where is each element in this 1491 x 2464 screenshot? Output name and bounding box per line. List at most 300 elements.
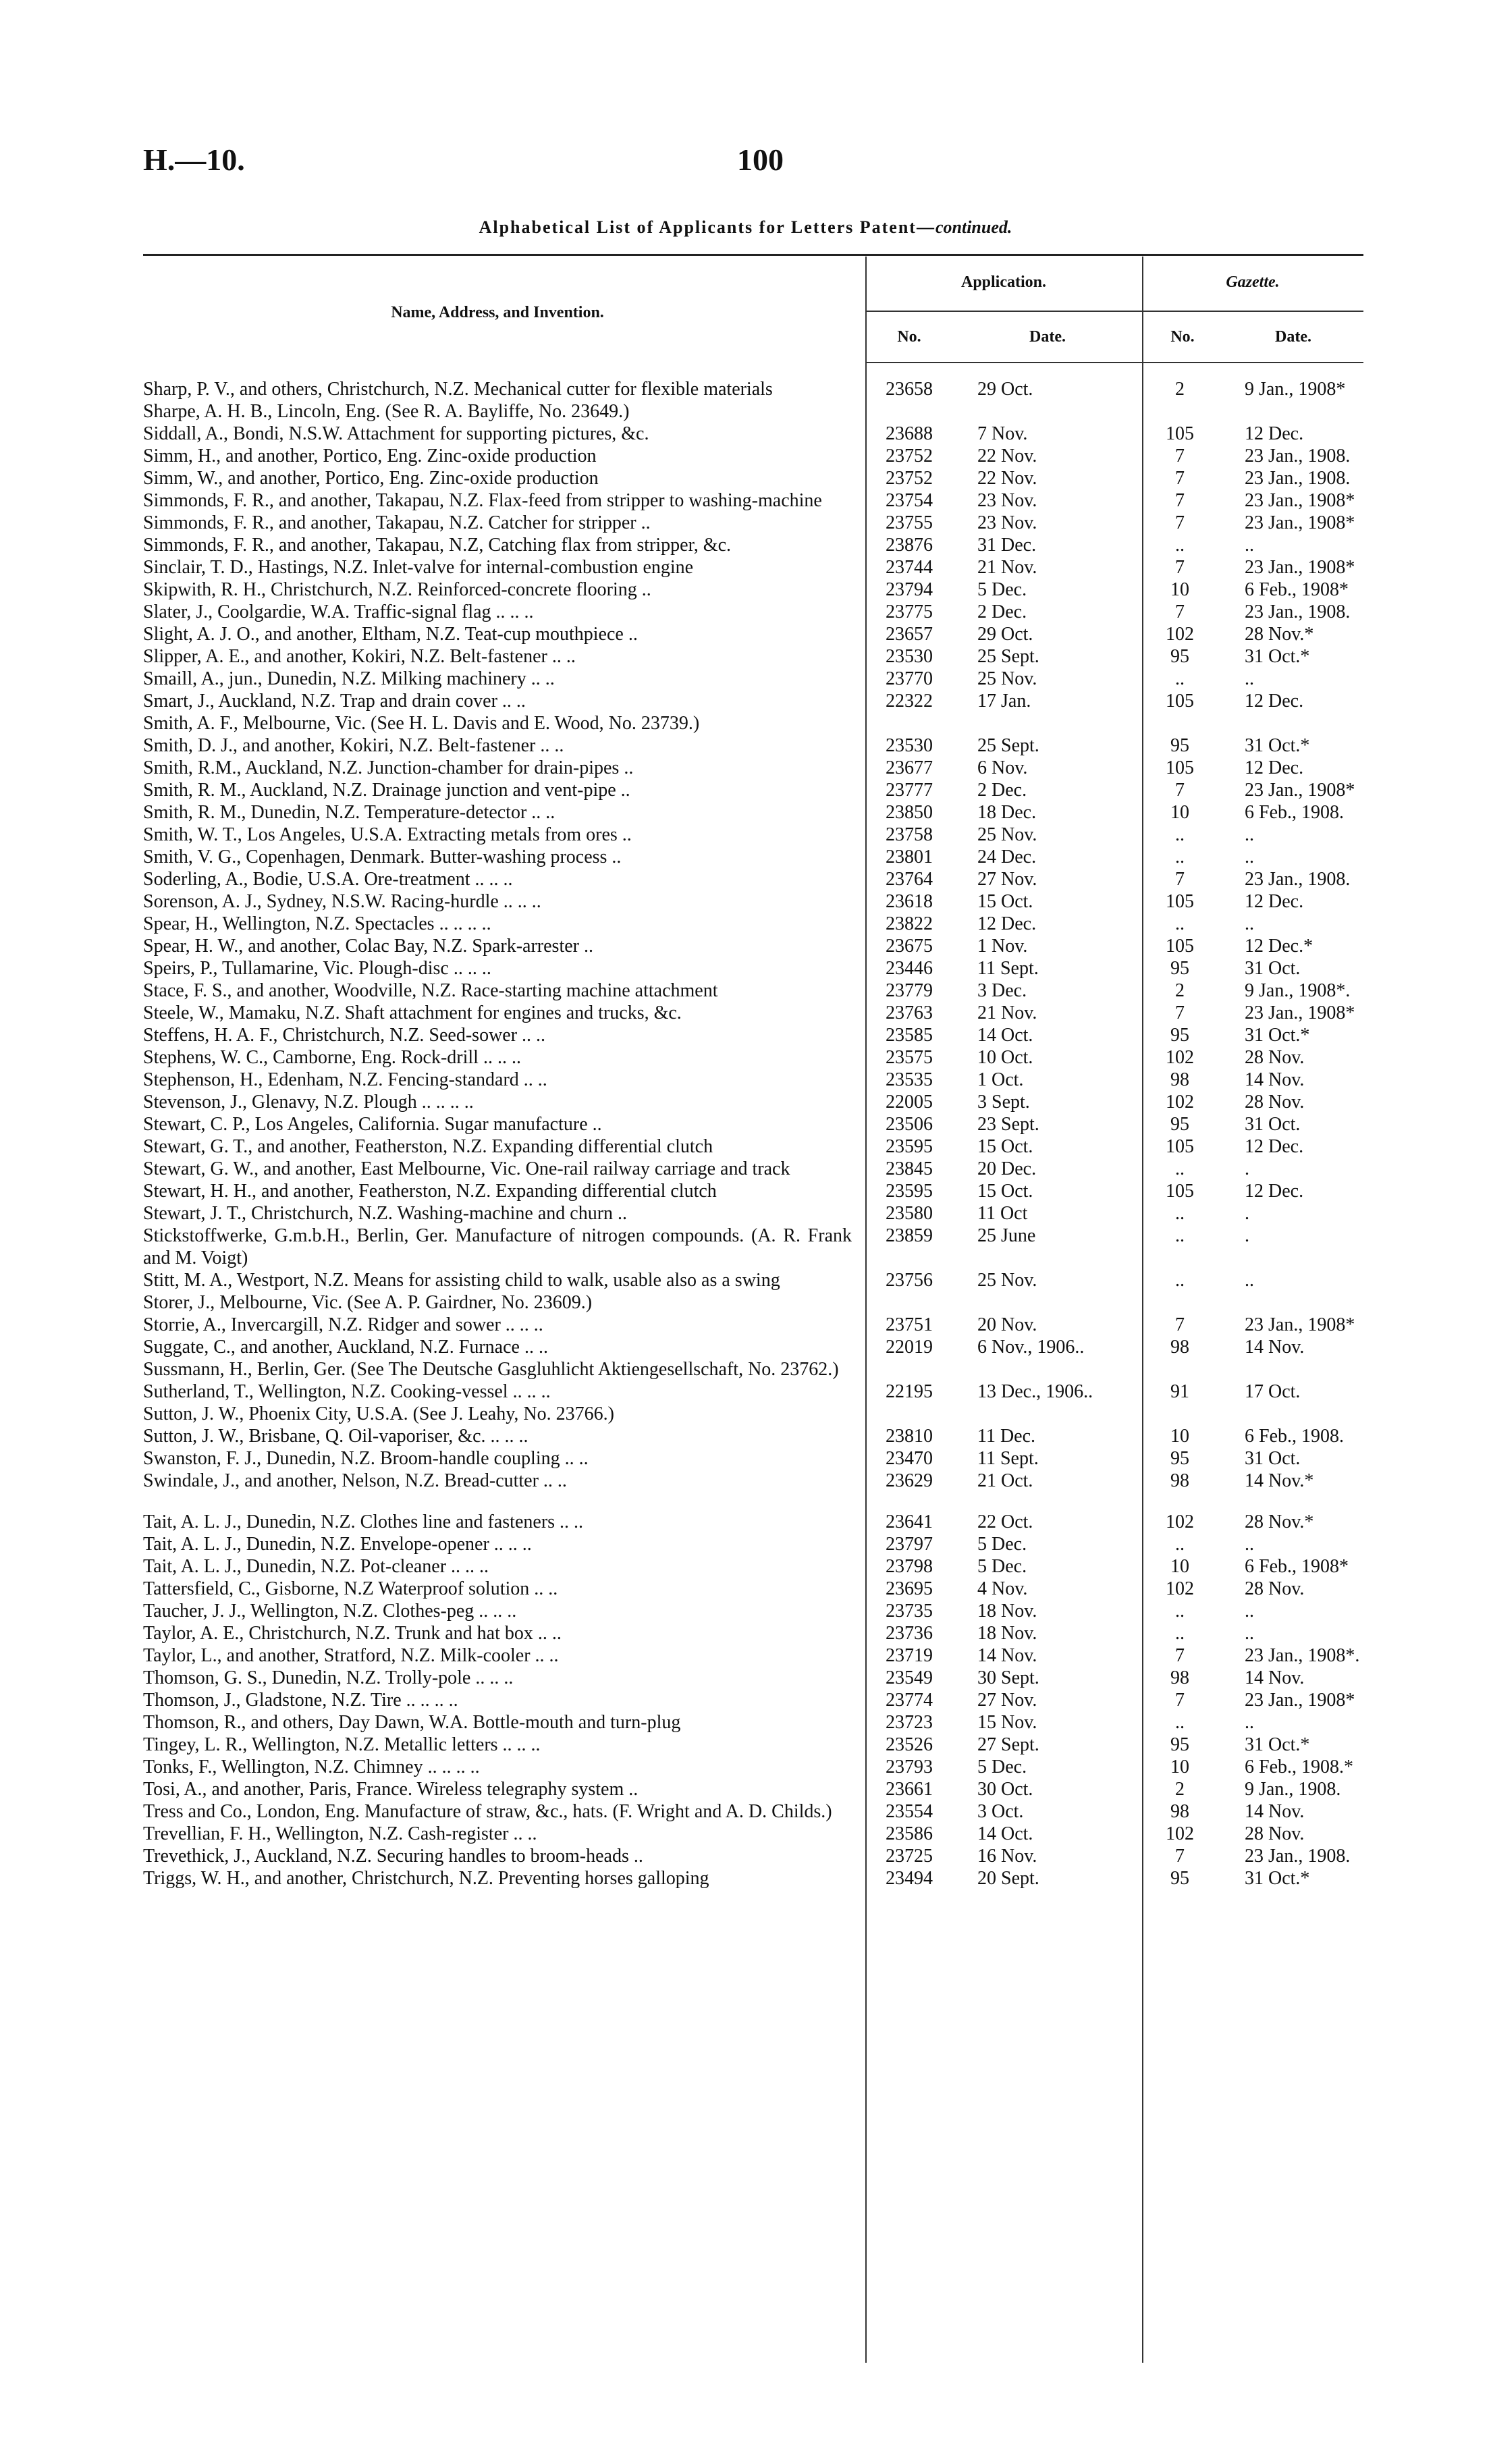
table-row xyxy=(143,623,1412,645)
table-row xyxy=(143,1269,1412,1291)
applicant-name-cell: Steffens, H. A. F., Christchurch, N.Z. Seed-sower .. .. xyxy=(143,1025,546,1046)
gazette-date-cell: 31 Oct.* xyxy=(1245,1868,1310,1889)
table-row xyxy=(143,423,1412,445)
application-date-cell: 22 Nov. xyxy=(977,446,1037,466)
application-number-cell xyxy=(865,400,953,423)
gazette-date-cell: . xyxy=(1245,1203,1249,1224)
gazette-number-cell: 95 xyxy=(1170,646,1189,667)
gazette-number-cell xyxy=(1139,1492,1220,1511)
table-row xyxy=(143,1600,1412,1622)
table-row xyxy=(143,556,1412,579)
gazette-number-cell: 102 xyxy=(1166,624,1194,645)
gazette-date-cell: .. xyxy=(1245,535,1254,556)
gazette-number-cell xyxy=(1139,1403,1220,1425)
applicant-name-cell: Stevenson, J., Glenavy, N.Z. Plough .. .. .. .. xyxy=(143,1092,474,1113)
gazette-date-cell: 6 Feb., 1908. xyxy=(1245,802,1344,823)
application-number-cell: 22322 xyxy=(886,691,933,712)
application-number-cell: 23735 xyxy=(886,1601,933,1622)
table-row xyxy=(143,980,1412,1002)
application-date-cell xyxy=(953,1403,1139,1425)
gazette-number-cell: 98 xyxy=(1170,1069,1189,1090)
application-date-cell: 7 Nov. xyxy=(977,423,1028,444)
table-row xyxy=(143,378,1412,400)
column-header-gazette: Gazette. xyxy=(1226,273,1280,291)
application-number-cell: 23657 xyxy=(886,624,933,645)
application-date-cell: 30 Sept. xyxy=(977,1667,1039,1688)
gazette-date-cell: 23 Jan., 1908* xyxy=(1245,780,1355,801)
application-number-cell: 23629 xyxy=(886,1470,933,1491)
table-row xyxy=(143,1470,1412,1492)
application-date-cell: 2 Dec. xyxy=(977,601,1027,622)
table-row xyxy=(143,1381,1412,1403)
column-header-gaz-date: Date. xyxy=(1275,328,1311,346)
application-number-cell: 23751 xyxy=(886,1314,933,1335)
application-number-cell: 23758 xyxy=(886,824,933,845)
gazette-date-cell: .. xyxy=(1245,847,1254,867)
gazette-number-cell: .. xyxy=(1175,535,1185,556)
gazette-date-cell xyxy=(1220,712,1412,734)
applicant-name-cell: Stephenson, H., Edenham, N.Z. Fencing-standard .. .. xyxy=(143,1069,547,1090)
column-header-app-date: Date. xyxy=(1029,328,1066,346)
application-number-cell: 23586 xyxy=(886,1823,933,1844)
application-date-cell: 15 Oct. xyxy=(977,1181,1033,1202)
application-number-cell: 23736 xyxy=(886,1623,933,1644)
application-number-cell: 23695 xyxy=(886,1578,933,1599)
gazette-date-cell xyxy=(1220,1291,1412,1314)
application-date-cell: 23 Sept. xyxy=(977,1114,1039,1135)
applicant-name-cell: Spear, H. W., and another, Colac Bay, N.Z. Spark-arrester .. xyxy=(143,936,593,957)
applicant-name-cell: Stewart, C. P., Los Angeles, California. Sugar manufacture .. xyxy=(143,1114,602,1135)
application-number-cell: 23794 xyxy=(886,579,933,600)
gazette-date-cell: 28 Nov. xyxy=(1245,1578,1305,1599)
column-header-app-no: No. xyxy=(897,328,921,346)
application-number-cell: 23526 xyxy=(886,1734,933,1755)
application-date-cell: 5 Dec. xyxy=(977,579,1027,600)
application-number-cell: 23723 xyxy=(886,1712,933,1733)
application-number-cell: 23770 xyxy=(886,668,933,689)
application-date-cell: 20 Sept. xyxy=(977,1868,1039,1889)
gazette-number-cell: 91 xyxy=(1170,1381,1189,1402)
applicant-name-cell: Stewart, G. T., and another, Featherston, N.Z. Expanding differential clutch xyxy=(143,1136,713,1157)
gazette-number-cell: 95 xyxy=(1170,1025,1189,1046)
gazette-date-cell: 14 Nov. xyxy=(1245,1801,1305,1822)
application-date-cell: 3 Sept. xyxy=(977,1092,1030,1113)
application-number-cell: 23661 xyxy=(886,1779,933,1800)
gazette-number-cell: 7 xyxy=(1175,446,1185,466)
gazette-date-cell: 6 Feb., 1908* xyxy=(1245,1556,1349,1577)
application-number-cell: 23595 xyxy=(886,1136,933,1157)
gazette-date-cell: 12 Dec.* xyxy=(1245,936,1313,957)
gazette-number-cell: .. xyxy=(1175,1712,1185,1733)
applicant-name-cell: Simmonds, F. R., and another, Takapau, N.Z, Catching flax from stripper, &c. xyxy=(143,535,731,556)
application-date-cell: 20 Nov. xyxy=(977,1314,1037,1335)
gazette-number-cell: 98 xyxy=(1170,1470,1189,1491)
title-main: Alphabetical List of Applicants for Letters Patent— xyxy=(479,217,936,237)
table-row xyxy=(143,1778,1412,1800)
gazette-number-cell: 95 xyxy=(1170,958,1189,979)
application-number-cell: 23530 xyxy=(886,646,933,667)
application-number-cell: 23658 xyxy=(886,379,933,400)
gazette-date-cell: 23 Jan., 1908* xyxy=(1245,1690,1355,1711)
table-row xyxy=(143,1555,1412,1578)
applicant-name-cell: Taylor, A. E., Christchurch, N.Z. Trunk and hat box .. .. xyxy=(143,1623,562,1644)
gazette-date-cell: 6 Feb., 1908* xyxy=(1245,579,1349,600)
gazette-date-cell: 9 Jan., 1908*. xyxy=(1245,980,1351,1001)
gazette-date-cell: 6 Feb., 1908. xyxy=(1245,1426,1344,1447)
table-row xyxy=(143,690,1412,712)
table-row xyxy=(143,824,1412,846)
gazette-number-cell: 2 xyxy=(1175,379,1185,400)
application-date-cell: 15 Oct. xyxy=(977,891,1033,912)
applicant-name-cell: Stephens, W. C., Camborne, Eng. Rock-drill .. .. .. xyxy=(143,1047,521,1068)
applicant-name-cell: Simm, W., and another, Portico, Eng. Zinc-oxide production xyxy=(143,468,599,489)
table-row xyxy=(143,1291,1412,1314)
table-row xyxy=(143,1667,1412,1689)
gazette-date-cell xyxy=(1220,1492,1412,1511)
applicant-name-cell: Smith, R. M., Auckland, N.Z. Drainage junction and vent-pipe .. xyxy=(143,780,630,801)
gazette-number-cell: 7 xyxy=(1175,490,1185,511)
application-date-cell: 18 Nov. xyxy=(977,1601,1037,1622)
application-date-cell xyxy=(953,1358,1139,1381)
gazette-date-cell: 31 Oct.* xyxy=(1245,646,1310,667)
gazette-number-cell: .. xyxy=(1175,668,1185,689)
application-date-cell: 11 Sept. xyxy=(977,958,1039,979)
gazette-date-cell: 12 Dec. xyxy=(1245,1181,1304,1202)
gazette-date-cell: .. xyxy=(1245,824,1254,845)
applicant-name-cell: Smaill, A., jun., Dunedin, N.Z. Milking machinery .. .. xyxy=(143,668,555,689)
gazette-date-cell: .. xyxy=(1245,913,1254,934)
application-date-cell: 13 Dec., 1906.. xyxy=(977,1381,1093,1402)
table-row xyxy=(143,734,1412,757)
gazette-number-cell: 7 xyxy=(1175,468,1185,489)
gazette-number-cell: 7 xyxy=(1175,1645,1185,1666)
applicant-name-cell: Taucher, J. J., Wellington, N.Z. Clothes-peg .. .. .. xyxy=(143,1601,517,1622)
gazette-date-cell: 23 Jan., 1908. xyxy=(1245,1846,1351,1867)
table-row xyxy=(143,957,1412,980)
applicant-name-cell: Tattersfield, C., Gisborne, N.Z Waterproof solution .. .. xyxy=(143,1578,558,1599)
applicant-name-cell: Storer, J., Melbourne, Vic. (See A. P. Gairdner, No. 23609.) xyxy=(143,1292,593,1313)
applicant-name-cell: Smith, D. J., and another, Kokiri, N.Z. Belt-fastener .. .. xyxy=(143,735,564,756)
header-rule xyxy=(143,254,1363,256)
application-number-cell: 23774 xyxy=(886,1690,933,1711)
applicant-name-cell: Sharp, P. V., and others, Christchurch, N.Z. Mechanical cutter for flexible materials xyxy=(143,379,773,400)
application-date-cell: 31 Dec. xyxy=(977,535,1037,556)
gazette-number-cell: .. xyxy=(1175,824,1185,845)
application-date-cell: 14 Oct. xyxy=(977,1025,1033,1046)
gazette-number-cell: 102 xyxy=(1166,1047,1194,1068)
application-date-cell: 30 Oct. xyxy=(977,1779,1033,1800)
table-row xyxy=(143,1734,1412,1756)
application-date-cell: 15 Nov. xyxy=(977,1712,1037,1733)
application-number-cell: 23845 xyxy=(886,1158,933,1179)
page-title xyxy=(0,217,1491,238)
application-date-cell: 10 Oct. xyxy=(977,1047,1033,1068)
applicant-name-cell: Sharpe, A. H. B., Lincoln, Eng. (See R. A. Bayliffe, No. 23649.) xyxy=(143,401,630,422)
applicant-name-cell: Sutherland, T., Wellington, N.Z. Cooking-vessel .. .. .. xyxy=(143,1381,551,1402)
gazette-date-cell: .. xyxy=(1245,1623,1254,1644)
gazette-number-cell: 95 xyxy=(1170,735,1189,756)
application-date-cell: 11 Sept. xyxy=(977,1448,1039,1469)
gazette-date-cell: . xyxy=(1245,1158,1249,1179)
header-subrule xyxy=(1142,311,1363,312)
applicant-name-cell: Sussmann, H., Berlin, Ger. (See The Deutsche Gasgluhlicht Aktiengesellschaft, No. 23762.) xyxy=(143,1359,839,1380)
gazette-date-cell: 23 Jan., 1908. xyxy=(1245,601,1351,622)
applicant-name-cell: Storrie, A., Invercargill, N.Z. Ridger and sower .. .. .. xyxy=(143,1314,543,1335)
applicant-name-cell: Trevethick, J., Auckland, N.Z. Securing handles to broom-heads .. xyxy=(143,1846,643,1867)
gazette-date-cell: 23 Jan., 1908. xyxy=(1245,468,1351,489)
applicant-name-cell: Skipwith, R. H., Christchurch, N.Z. Reinforced-concrete flooring .. xyxy=(143,579,651,600)
gazette-date-cell: 23 Jan., 1908* xyxy=(1245,557,1355,578)
application-date-cell: 24 Dec. xyxy=(977,847,1037,867)
gazette-date-cell: .. xyxy=(1245,1534,1254,1555)
applicant-name-cell: Simmonds, F. R., and another, Takapau, N.Z. Flax-feed from stripper to washing-machine xyxy=(143,490,822,511)
gazette-date-cell: .. xyxy=(1245,668,1254,689)
application-number-cell: 23641 xyxy=(886,1511,933,1532)
applicant-name-cell: Smith, V. G., Copenhagen, Denmark. Butter-washing process .. xyxy=(143,847,622,867)
table-row xyxy=(143,1533,1412,1555)
table-row xyxy=(143,1403,1412,1425)
gazette-date-cell: .. xyxy=(1245,1601,1254,1622)
applicant-name-cell: Sutton, J. W., Phoenix City, U.S.A. (See J. Leahy, No. 23766.) xyxy=(143,1403,614,1424)
application-number-cell: 23850 xyxy=(886,802,933,823)
table-row xyxy=(143,601,1412,623)
applicant-name-cell: Stewart, G. W., and another, East Melbourne, Vic. One-rail railway carriage and track xyxy=(143,1158,790,1179)
application-date-cell: 12 Dec. xyxy=(977,913,1037,934)
gazette-number-cell: .. xyxy=(1175,913,1185,934)
application-date-cell: 14 Oct. xyxy=(977,1823,1033,1844)
application-number-cell: 23810 xyxy=(886,1426,933,1447)
gazette-date-cell: 28 Nov. xyxy=(1245,1823,1305,1844)
gazette-date-cell: 31 Oct. xyxy=(1245,1448,1301,1469)
table-row xyxy=(143,1158,1412,1180)
table-row xyxy=(143,1711,1412,1734)
gazette-date-cell xyxy=(1220,1403,1412,1425)
applicant-name-cell: Swanston, F. J., Dunedin, N.Z. Broom-handle coupling .. .. xyxy=(143,1448,589,1469)
table-row xyxy=(143,1845,1412,1867)
gazette-date-cell: 28 Nov. xyxy=(1245,1047,1305,1068)
application-number-cell: 22195 xyxy=(886,1381,933,1402)
gazette-number-cell: 2 xyxy=(1175,1779,1185,1800)
application-date-cell: 15 Oct. xyxy=(977,1136,1033,1157)
table-row xyxy=(143,1091,1412,1113)
applicant-name-cell: Steele, W., Mamaku, N.Z. Shaft attachment for engines and trucks, &c. xyxy=(143,1002,682,1023)
applicant-name-cell: Sorenson, A. J., Sydney, N.S.W. Racing-hurdle .. .. .. xyxy=(143,891,541,912)
gazette-date-cell: 28 Nov.* xyxy=(1245,1511,1314,1532)
gazette-date-cell: 12 Dec. xyxy=(1245,1136,1304,1157)
gazette-date-cell: . xyxy=(1245,1225,1249,1246)
gazette-number-cell: 105 xyxy=(1166,423,1194,444)
gazette-number-cell: .. xyxy=(1175,1203,1185,1224)
applicant-name-cell: Trevellian, F. H., Wellington, N.Z. Cash-register .. .. xyxy=(143,1823,537,1844)
applicant-name-cell: Tait, A. L. J., Dunedin, N.Z. Clothes line and fasteners .. .. xyxy=(143,1511,584,1532)
gazette-date-cell xyxy=(1220,1358,1412,1381)
table-row xyxy=(143,1135,1412,1158)
application-number-cell: 23580 xyxy=(886,1203,933,1224)
applicant-name-cell: Tait, A. L. J., Dunedin, N.Z. Envelope-opener .. .. .. xyxy=(143,1534,532,1555)
page-reference: H.—10. xyxy=(143,142,245,177)
table-row xyxy=(143,1069,1412,1091)
application-date-cell: 18 Nov. xyxy=(977,1623,1037,1644)
column-header-gaz-no: No. xyxy=(1170,328,1195,346)
gazette-date-cell: 31 Oct.* xyxy=(1245,735,1310,756)
application-number-cell: 23801 xyxy=(886,847,933,867)
applicant-name-cell: Siddall, A., Bondi, N.S.W. Attachment for supporting pictures, &c. xyxy=(143,423,649,444)
application-number-cell: 23446 xyxy=(886,958,933,979)
table-row xyxy=(143,1336,1412,1358)
table-row xyxy=(143,445,1412,467)
gazette-number-cell: 98 xyxy=(1170,1337,1189,1358)
gazette-date-cell: 23 Jan., 1908. xyxy=(1245,869,1351,890)
gazette-number-cell: 102 xyxy=(1166,1092,1194,1113)
application-date-cell: 3 Dec. xyxy=(977,980,1027,1001)
application-number-cell xyxy=(865,1291,953,1314)
applicants-table xyxy=(143,378,1412,1890)
title-continued: continued. xyxy=(935,217,1012,237)
application-number-cell: 23549 xyxy=(886,1667,933,1688)
gazette-date-cell: 6 Feb., 1908.* xyxy=(1245,1757,1353,1777)
gazette-number-cell xyxy=(1139,712,1220,734)
gazette-number-cell: .. xyxy=(1175,847,1185,867)
application-number-cell xyxy=(865,1492,953,1511)
gazette-number-cell: 7 xyxy=(1175,1002,1185,1023)
gazette-number-cell: 10 xyxy=(1170,579,1189,600)
table-row xyxy=(143,1492,1412,1511)
application-number-cell: 23775 xyxy=(886,601,933,622)
table-row xyxy=(143,1113,1412,1135)
gazette-number-cell xyxy=(1139,1358,1220,1381)
application-number-cell: 23755 xyxy=(886,512,933,533)
table-row xyxy=(143,935,1412,957)
application-date-cell: 25 June xyxy=(977,1225,1036,1246)
application-number-cell: 23595 xyxy=(886,1181,933,1202)
gazette-number-cell: .. xyxy=(1175,1534,1185,1555)
application-date-cell: 25 Sept. xyxy=(977,735,1039,756)
application-date-cell: 2 Dec. xyxy=(977,780,1027,801)
applicant-name-cell: Simmonds, F. R., and another, Takapau, N.Z. Catcher for stripper .. xyxy=(143,512,651,533)
table-row xyxy=(143,1358,1412,1381)
gazette-number-cell: 102 xyxy=(1166,1823,1194,1844)
table-row xyxy=(143,467,1412,489)
application-date-cell: 18 Dec. xyxy=(977,802,1037,823)
application-date-cell: 20 Dec. xyxy=(977,1158,1037,1179)
application-number-cell: 23688 xyxy=(886,423,933,444)
application-date-cell xyxy=(953,1492,1139,1511)
application-number-cell: 23797 xyxy=(886,1534,933,1555)
application-date-cell: 21 Nov. xyxy=(977,1002,1037,1023)
application-date-cell: 3 Oct. xyxy=(977,1801,1024,1822)
application-date-cell: 29 Oct. xyxy=(977,624,1033,645)
gazette-number-cell: 10 xyxy=(1170,1556,1189,1577)
application-number-cell: 23744 xyxy=(886,557,933,578)
application-date-cell: 11 Dec. xyxy=(977,1426,1036,1447)
gazette-number-cell: 105 xyxy=(1166,936,1194,957)
gazette-date-cell: 12 Dec. xyxy=(1245,757,1304,778)
gazette-number-cell: .. xyxy=(1175,1601,1185,1622)
application-number-cell xyxy=(865,712,953,734)
gazette-date-cell: .. xyxy=(1245,1270,1254,1291)
application-number-cell: 23530 xyxy=(886,735,933,756)
gazette-number-cell: 105 xyxy=(1166,757,1194,778)
applicant-name-cell: Thomson, J., Gladstone, N.Z. Tire .. .. .. .. xyxy=(143,1690,458,1711)
gazette-date-cell: 23 Jan., 1908* xyxy=(1245,1002,1355,1023)
application-date-cell: 21 Oct. xyxy=(977,1470,1033,1491)
gazette-number-cell: 7 xyxy=(1175,512,1185,533)
table-row xyxy=(143,1756,1412,1778)
table-row xyxy=(143,1689,1412,1711)
gazette-number-cell: 7 xyxy=(1175,601,1185,622)
applicant-name-cell: Slight, A. J. O., and another, Eltham, N.Z. Teat-cup mouthpiece .. xyxy=(143,624,638,645)
application-date-cell: 16 Nov. xyxy=(977,1846,1037,1867)
application-date-cell xyxy=(953,712,1139,734)
gazette-date-cell: 14 Nov. xyxy=(1245,1337,1305,1358)
applicant-name-cell: Stace, F. S., and another, Woodville, N.Z. Race-starting machine attachment xyxy=(143,980,718,1001)
application-number-cell: 23752 xyxy=(886,446,933,466)
gazette-date-cell: 14 Nov. xyxy=(1245,1667,1305,1688)
application-number-cell: 23506 xyxy=(886,1114,933,1135)
gazette-date-cell: 23 Jan., 1908* xyxy=(1245,1314,1355,1335)
applicant-name-cell: Smith, W. T., Los Angeles, U.S.A. Extracting metals from ores .. xyxy=(143,824,632,845)
table-row xyxy=(143,801,1412,824)
application-number-cell: 23822 xyxy=(886,913,933,934)
application-date-cell: 27 Sept. xyxy=(977,1734,1039,1755)
applicant-name-cell: Smith, R. M., Dunedin, N.Z. Temperature-detector .. .. xyxy=(143,802,555,823)
table-row xyxy=(143,712,1412,734)
gazette-number-cell: .. xyxy=(1175,1225,1185,1246)
applicant-name-cell: Swindale, J., and another, Nelson, N.Z. Bread-cutter .. .. xyxy=(143,1470,567,1491)
gazette-number-cell: 105 xyxy=(1166,691,1194,712)
application-date-cell: 5 Dec. xyxy=(977,1556,1027,1577)
application-date-cell: 17 Jan. xyxy=(977,691,1031,712)
application-number-cell: 23677 xyxy=(886,757,933,778)
application-date-cell: 1 Oct. xyxy=(977,1069,1024,1090)
table-row xyxy=(143,668,1412,690)
gazette-date-cell: .. xyxy=(1245,1712,1254,1733)
application-number-cell: 23764 xyxy=(886,869,933,890)
applicant-name-cell: Smith, A. F., Melbourne, Vic. (See H. L. Davis and E. Wood, No. 23739.) xyxy=(143,713,700,734)
gazette-number-cell: 102 xyxy=(1166,1511,1194,1532)
application-date-cell: 23 Nov. xyxy=(977,512,1037,533)
application-number-cell: 23470 xyxy=(886,1448,933,1469)
table-row xyxy=(143,645,1412,668)
table-row xyxy=(143,1823,1412,1845)
applicant-name-cell: Suggate, C., and another, Auckland, N.Z. Furnace .. .. xyxy=(143,1337,548,1358)
gazette-number-cell: 95 xyxy=(1170,1868,1189,1889)
gazette-number-cell: 98 xyxy=(1170,1801,1189,1822)
table-row xyxy=(143,489,1412,512)
gazette-number-cell: 95 xyxy=(1170,1734,1189,1755)
gazette-number-cell: 7 xyxy=(1175,1314,1185,1335)
application-number-cell: 23725 xyxy=(886,1846,933,1867)
application-date-cell: 6 Nov., 1906.. xyxy=(977,1337,1085,1358)
applicant-name-cell: Simm, H., and another, Portico, Eng. Zinc-oxide production xyxy=(143,446,597,466)
applicant-name-cell: Sinclair, T. D., Hastings, N.Z. Inlet-valve for internal-combustion engine xyxy=(143,557,694,578)
gazette-number-cell: 95 xyxy=(1170,1448,1189,1469)
gazette-date-cell: 23 Jan., 1908. xyxy=(1245,446,1351,466)
table-row xyxy=(143,1314,1412,1336)
applicant-name-cell: Stewart, J. T., Christchurch, N.Z. Washing-machine and churn .. xyxy=(143,1203,628,1224)
table-row xyxy=(143,1046,1412,1069)
application-date-cell: 5 Dec. xyxy=(977,1534,1027,1555)
gazette-date-cell: 28 Nov. xyxy=(1245,1092,1305,1113)
application-date-cell xyxy=(953,1291,1139,1314)
application-number-cell: 23494 xyxy=(886,1868,933,1889)
application-date-cell xyxy=(953,400,1139,423)
applicant-name-cell: Tingey, L. R., Wellington, N.Z. Metallic letters .. .. .. xyxy=(143,1734,541,1755)
applicant-name-cell: Slipper, A. E., and another, Kokiri, N.Z. Belt-fastener .. .. xyxy=(143,646,576,667)
application-date-cell: 25 Nov. xyxy=(977,1270,1037,1291)
applicant-name-cell: Thomson, R., and others, Day Dawn, W.A. Bottle-mouth and turn-plug xyxy=(143,1712,681,1733)
table-row xyxy=(143,757,1412,779)
